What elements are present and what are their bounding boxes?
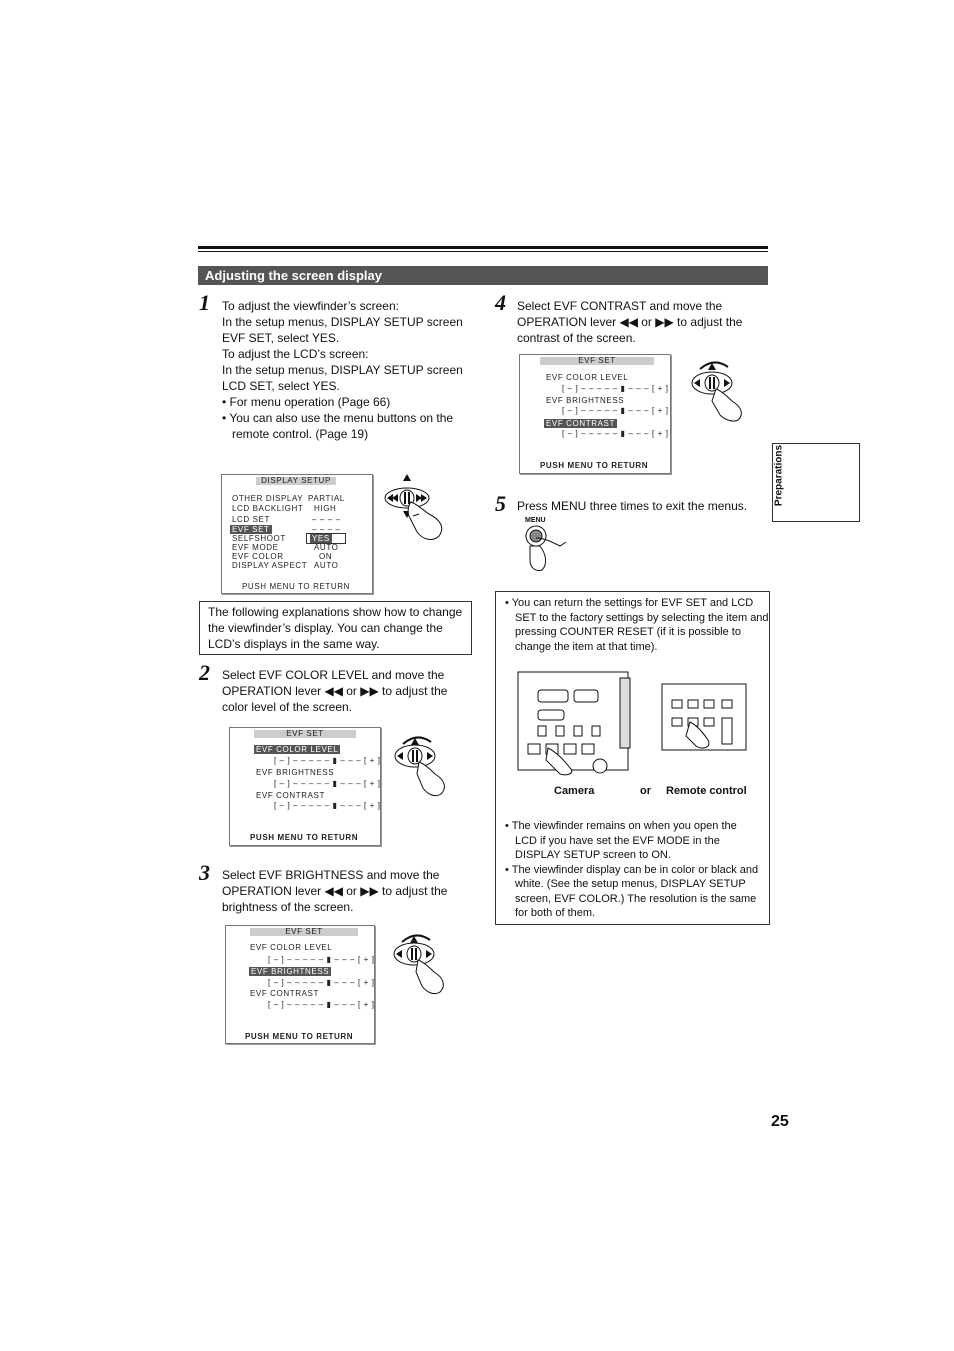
menu-button-press-icon — [522, 524, 568, 574]
level-bar: [ – ] – – – – – ▮ – – – [ + ] — [268, 1000, 375, 1009]
menu-value: PARTIAL — [308, 494, 345, 503]
page-number: 25 — [771, 1113, 789, 1130]
evf-set-screen-color — [229, 727, 381, 846]
note-bullets — [505, 819, 759, 921]
screen-header: EVF SET — [250, 928, 358, 936]
step-1-line: LCD SET, select YES. — [222, 379, 340, 393]
menu-label: EVF COLOR LEVEL — [250, 943, 333, 952]
step-4-text: Select EVF CONTRAST and move the OPERATION lever ◀◀ or ▶▶ to adjust the contrast of the screen. — [517, 299, 743, 345]
side-tab-label: Preparations — [773, 444, 785, 507]
menu-value: AUTO — [314, 561, 339, 570]
step-number-3: 3 — [199, 860, 210, 885]
step-1-bullet: • For menu operation (Page 66) — [222, 395, 391, 409]
menu-value: HIGH — [314, 504, 337, 513]
note-bullet: • The viewfinder display can be in color or black and white. (See the setup menus, DISPLAY SETUP screen, EVF COLOR.) The resolution is the same for both of them. — [505, 863, 759, 919]
menu-label: OTHER DISPLAY — [232, 494, 304, 503]
menu-label: SELFSHOOT — [232, 534, 286, 543]
evf-set-screen-contrast — [519, 354, 671, 474]
menu-label: EVF COLOR LEVEL — [546, 373, 629, 382]
step-1-line: To adjust the viewfinder’s screen: — [222, 299, 399, 313]
step-5-text: Press MENU three times to exit the menus. — [517, 499, 748, 513]
notes-box — [495, 591, 770, 925]
info-box: The following explanations show how to change the viewfinder’s display. You can change the LCD’s displays in the same way. — [199, 601, 472, 655]
level-bar: [ – ] – – – – – ▮ – – – [ + ] — [274, 779, 381, 788]
screen-footer: PUSH MENU TO RETURN — [250, 833, 359, 842]
top-rule — [198, 246, 768, 249]
section-title: Adjusting the screen display — [198, 266, 768, 285]
menu-label-selected: EVF CONTRAST — [546, 419, 615, 428]
menu-label: EVF BRIGHTNESS — [546, 396, 625, 405]
step-1-line: EVF SET, select YES. — [222, 331, 340, 345]
step-number-2: 2 — [199, 660, 210, 685]
menu-label: EVF COLOR — [232, 552, 284, 561]
menu-value: – – – – — [312, 515, 341, 524]
level-bar: [ – ] – – – – – ▮ – – – [ + ] — [268, 978, 375, 987]
step-2-text: Select EVF COLOR LEVEL and move the OPERATION lever ◀◀ or ▶▶ to adjust the color level of the screen. — [222, 668, 448, 714]
step-1-line: In the setup menus, DISPLAY SETUP screen — [222, 363, 463, 377]
menu-label-selected: EVF SET — [232, 525, 270, 534]
screen-header: EVF SET — [540, 357, 654, 365]
step-1-bullet: • You can also use the menu buttons on the remote control. (Page 19) — [222, 411, 454, 441]
step-1-line: In the setup menus, DISPLAY SETUP screen — [222, 315, 463, 329]
step-number-4: 4 — [495, 290, 506, 315]
step-number-1: 1 — [199, 290, 210, 315]
or-label: or — [640, 785, 651, 797]
camera-illustration — [516, 664, 634, 776]
screen-footer: PUSH MENU TO RETURN — [242, 582, 351, 591]
level-bar: [ – ] – – – – – ▮ – – – [ + ] — [268, 955, 375, 964]
menu-label: EVF MODE — [232, 543, 279, 552]
menu-label: DISPLAY ASPECT — [232, 561, 308, 570]
step-number-5: 5 — [495, 491, 506, 516]
remote-control-illustration — [660, 682, 748, 752]
operation-lever-icon — [392, 930, 452, 996]
level-bar: [ – ] – – – – – ▮ – – – [ + ] — [274, 801, 381, 810]
menu-value: AUTO — [314, 543, 339, 552]
step-1-line: To adjust the LCD’s screen: — [222, 347, 369, 361]
screen-footer: PUSH MENU TO RETURN — [245, 1032, 354, 1041]
menu-value-selected: YES — [312, 534, 330, 543]
menu-value: ON — [319, 552, 333, 561]
level-bar: [ – ] – – – – – ▮ – – – [ + ] — [562, 384, 669, 393]
side-tab-box — [772, 443, 860, 522]
remote-control-label: Remote control — [666, 785, 747, 797]
note-bullet: • The viewfinder remains on when you open the LCD if you have set the EVF MODE in the DISPLAY SETUP screen to ON. — [505, 820, 737, 861]
menu-label-selected: EVF BRIGHTNESS — [251, 967, 330, 976]
menu-label: EVF BRIGHTNESS — [256, 768, 335, 777]
operation-lever-icon — [690, 357, 750, 423]
menu-label: LCD BACKLIGHT — [232, 504, 304, 513]
camera-label: Camera — [554, 785, 595, 797]
screen-header: DISPLAY SETUP — [256, 477, 336, 485]
step-3-text: Select EVF BRIGHTNESS and move the OPERATION lever ◀◀ or ▶▶ to adjust the brightness of the screen. — [222, 868, 448, 914]
screen-header: EVF SET — [254, 730, 356, 738]
menu-button-label: MENU — [525, 517, 546, 524]
level-bar: [ – ] – – – – – ▮ – – – [ + ] — [274, 756, 381, 765]
display-setup-screen — [221, 474, 373, 594]
level-bar: [ – ] – – – – – ▮ – – – [ + ] — [562, 429, 669, 438]
top-rule-thin — [198, 251, 768, 252]
level-bar: [ – ] – – – – – ▮ – – – [ + ] — [562, 406, 669, 415]
menu-label-selected: EVF COLOR LEVEL — [256, 745, 339, 754]
step-1-text — [222, 298, 472, 442]
screen-footer: PUSH MENU TO RETURN — [540, 461, 649, 470]
menu-value: – – – – — [312, 525, 341, 534]
operation-lever-icon — [383, 472, 451, 544]
menu-label: EVF CONTRAST — [250, 989, 319, 998]
evf-set-screen-brightness — [225, 925, 375, 1044]
operation-lever-icon — [393, 732, 453, 798]
note-reset: • You can return the settings for EVF SET and LCD SET to the factory settings by selecting the item and pressing COUNTER RESET (if it is possible to change the item at that time). — [505, 597, 769, 653]
menu-label: EVF CONTRAST — [256, 791, 325, 800]
menu-label: LCD SET — [232, 515, 270, 524]
